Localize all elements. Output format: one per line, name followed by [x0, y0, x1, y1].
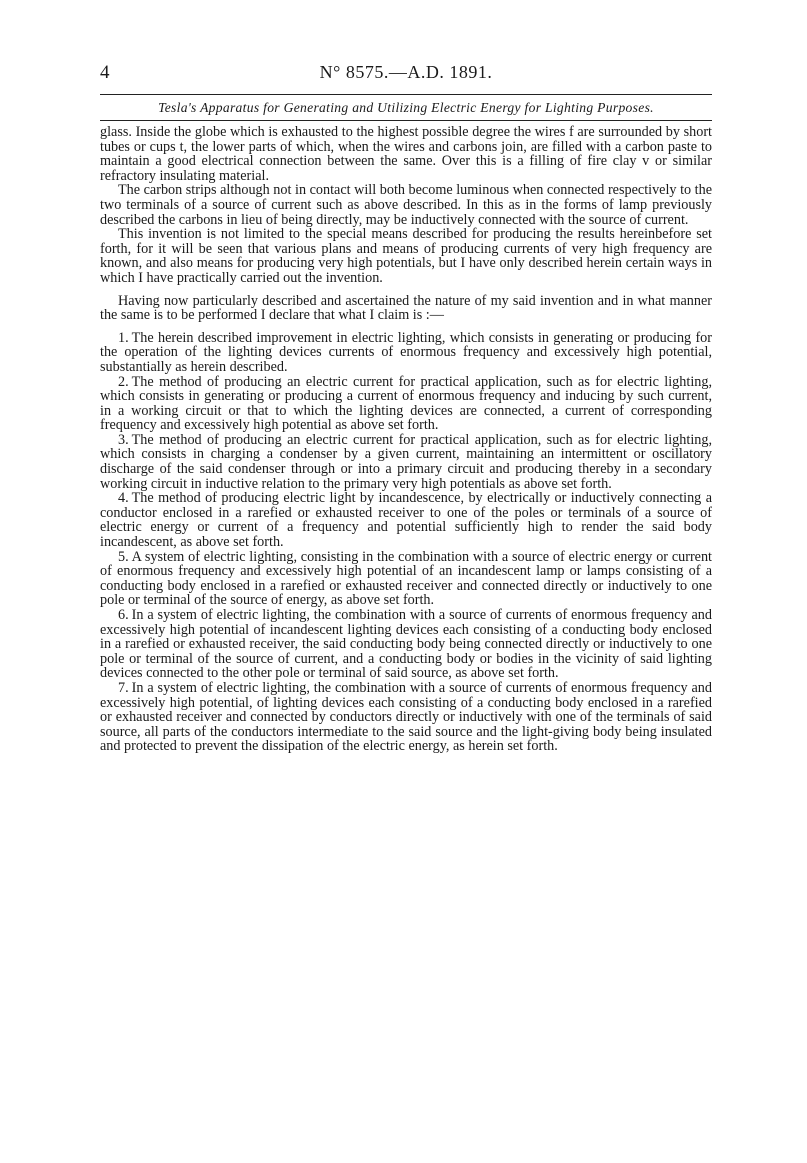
- document-number: N° 8575.—A.D. 1891.: [319, 62, 493, 82]
- claim-item: [100, 550, 712, 608]
- claim-text: The herein described improvement in electric lighting, which consists in generating or producing for the operation of the lighting devices currents of enormous frequency and excessively high potential, substantially as herein described.: [100, 329, 712, 375]
- claim-text: In a system of electric lighting, the combination with a source of currents of enormous frequency and excessively high potential, of lighting devices each consisting of a conducting body enclosed in a rarefied or exhausted receiver and connected by conductors directly or inductively with one of the terminals of said source, all parts of the conductors intermediate to the said source and the light-giving body being insulated and protected to prevent the dissipation of the electric energy, as herein set forth.: [100, 679, 712, 755]
- claim-number: 3.: [118, 431, 129, 448]
- claim-number: 4.: [118, 490, 129, 507]
- claim-item: [100, 433, 712, 491]
- claims-list: [100, 331, 712, 754]
- claim-text: A system of electric lighting, consisting in the combination with a source of electric energy or current of enormous frequency and excessively high potential of an incandescent lamp or lamps consisting of a conducting body enclosed in a rarefied or exhausted receiver and connected directly or inductively to one pole or terminal of the source of energy, as above set forth.: [100, 548, 712, 609]
- claim-text: The method of producing an electric current for practical application, such as for electric lighting, which consists in generating or producing a current of enormous frequency and inducing by such current, in a working circuit or that to which the lighting devices are connected, a current of corresponding frequency and excessively high potential as above set forth.: [100, 373, 712, 434]
- claim-item: [100, 608, 712, 681]
- subtitle-rule: [100, 120, 712, 121]
- header-rule: [100, 94, 712, 95]
- document-page: [100, 60, 712, 754]
- claim-number: 7.: [118, 679, 129, 696]
- claim-item: [100, 375, 712, 433]
- claim-number: 2.: [118, 373, 129, 390]
- claim-item: [100, 681, 712, 754]
- claim-text: The method of producing an electric current for practical application, such as for electric lighting, which consists in charging a condenser by a given current, maintaining an intermittent or oscillatory discharge of the said condenser through or into a primary circuit and producing thereby in a secondary working circuit in inductive relation to the primary very high potentials as above set forth.: [100, 431, 712, 492]
- paragraph: This invention is not limited to the special means described for producing the results hereinbefore set forth, for it will be seen that various plans and means of producing currents of very high frequency are known, and also means for producing very high potentials, but I have only described herein certain ways in which I have practically carried out the invention.: [100, 226, 712, 286]
- claim-number: 5.: [118, 548, 129, 565]
- claim-item: [100, 491, 712, 549]
- paragraph: The carbon strips although not in contact will both become luminous when connected respectively to the two terminals of a source of current such as above described. In this as in the forms of lamp previously described the carbons in lieu of being directly, may be inductively connected with the source of current.: [100, 182, 712, 228]
- claim-number: 1.: [118, 329, 129, 346]
- page-number: 4: [100, 62, 110, 83]
- claim-text: The method of producing electric light by incandescence, by electrically or inductively connecting a conductor enclosed in a rarefied or exhausted receiver to one of the poles or terminals of a source of electric energy or current of a frequency and potential sufficiently high to render the said body incandescent, as above set forth.: [100, 490, 712, 551]
- claim-number: 6.: [118, 607, 129, 623]
- claim-text: In a system of electric lighting, the combination with a source of currents of enormous frequency and excessively high potential of incandescent lighting devices each consisting of a conducting body enclosed in a rarefied or exhausted receiver, the said conducting body being connected directly or inductively to one pole or terminal of the source of current, and a conducting body or bodies in the vicinity of said lighting devices connected to the other pole or terminal of said source, as above set forth.: [100, 607, 712, 682]
- claims-preamble: Having now particularly described and ascertained the nature of my said invention and in what manner the same is to be performed I declare that what I claim is :—: [100, 292, 712, 324]
- running-title: Tesla's Apparatus for Generating and Utilizing Electric Energy for Lighting Purposes.: [158, 100, 654, 115]
- page-header: [100, 60, 712, 88]
- claim-item: [100, 331, 712, 375]
- body-text: [100, 125, 712, 323]
- paragraph: glass. Inside the globe which is exhausted to the highest possible degree the wires f are surrounded by short tubes or cups t, the lower parts of which, when the wires and carbons join, are filled with a carbon paste to maintain a good electrical connection between the same. Over this is a filling of fire clay v or similar refractory insulating material.: [100, 124, 712, 184]
